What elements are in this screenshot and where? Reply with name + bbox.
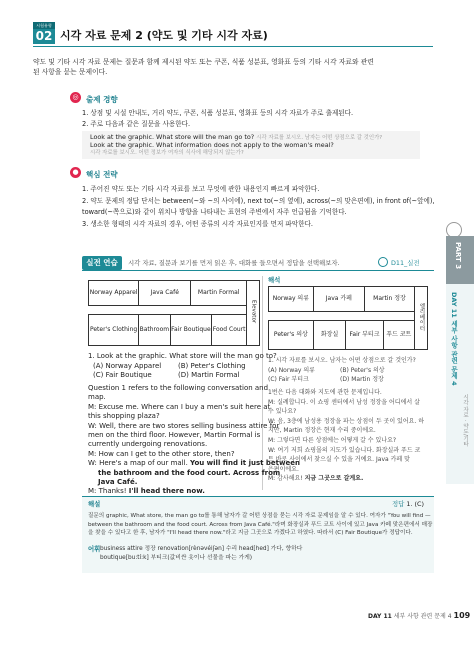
part-label: PART 3 <box>454 242 462 270</box>
question-text: 1. Look at the graphic. What store will the man go to? <box>88 352 277 360</box>
map-cell-martin: Martin Formal <box>191 281 247 306</box>
dialog-line-ko: 트 바로 사이에서 찾으실 수 있을 거예요. Java 카페 맞 <box>268 456 410 464</box>
dialog-line: W: Well, there are two stores selling business attire for <box>88 421 280 430</box>
dialog-line-ko: W: 여기 저희 쇼핑몰의 지도가 있습니다. 화장실과 푸드 코 <box>268 446 421 454</box>
list-item: 1. 주어진 약도 또는 기타 시각 자료를 보고 무엇에 관한 내용인지 빠르게 파악한다. <box>82 185 320 193</box>
title-divider <box>33 46 433 47</box>
answer-line <box>392 500 424 508</box>
dialog-line-ko <box>268 474 424 484</box>
map-cell-java-ko: Java 카페 <box>313 287 364 312</box>
pin-icon: ● <box>70 167 81 178</box>
translation-heading: 해석 <box>268 276 281 284</box>
map-cell-bathroom-ko: 화장실 <box>313 320 346 349</box>
option-b[interactable]: (B) Peter's Clothing <box>178 361 246 370</box>
question-type-badge <box>33 22 55 44</box>
dialog-key-text-ko: 지금 그곳으로 갈게요. <box>304 475 364 483</box>
answer-value: 1. (C) <box>406 500 424 508</box>
trend-heading: 출제 경향 <box>86 95 118 104</box>
store-map-ko <box>268 286 428 350</box>
map-cell-fair-ko: Fair 부티크 <box>346 320 383 349</box>
option-c[interactable]: (C) Fair Boutique <box>93 371 152 379</box>
trend-list <box>82 108 353 130</box>
option-d[interactable]: (D) Martin Formal <box>178 371 240 379</box>
intro-line: 약도 및 기타 시각 자료 문제는 질문과 함께 제시된 약도 또는 쿠폰, 식품 성분표, 영화표 등의 기타 시각 자료와 관련 <box>33 58 374 66</box>
strategy-heading: 핵심 전략 <box>86 170 118 179</box>
example-en: Look at the graphic. What store will the man go to? <box>90 133 255 141</box>
footer-title: 세부 사항 관련 문제 4 <box>393 613 452 620</box>
map-cell-norway: Norway Apparel <box>89 281 139 306</box>
dialog-text: M: Thanks! <box>88 487 129 496</box>
vocab-line: boutique[bu:tí:k] 부티크(값비싼 옷이나 선물을 파는 가게) <box>100 555 253 561</box>
map-cell-norway-ko: Norway 의류 <box>269 287 314 312</box>
option-b-ko: (B) Peter's 의상 <box>340 366 385 374</box>
conversation-ko <box>268 388 424 484</box>
dialog-line: M: Excuse me. Where can I buy a men's suit here at <box>88 402 271 411</box>
map-cell-java: Java Café <box>139 281 191 306</box>
vocab-list <box>100 545 302 563</box>
list-item: 1. 상점 및 시설 안내도, 거리 약도, 쿠폰, 식품 성분표, 영화표 등의 시각 자료가 주로 출제된다. <box>82 109 354 117</box>
dialog-line-ko: 수 있나요? <box>268 408 297 416</box>
option-a[interactable]: (A) Norway Apparel <box>93 361 162 370</box>
example-2-en: Look at the graphic. What information does not apply to the woman's meal? <box>90 141 334 149</box>
practice-tab: 실전 연습 <box>82 256 122 270</box>
side-part-tab[interactable] <box>446 236 474 284</box>
conversation-intro-ko: 1번은 다음 대화와 지도에 관한 문제입니다. <box>268 389 382 396</box>
side-day-tab[interactable] <box>446 284 474 484</box>
practice-instruction: 시각 자료, 질문과 보기를 먼저 읽은 후, 대화를 들으면서 정답을 선택해보자. <box>128 259 340 267</box>
strategy-list <box>82 184 435 230</box>
target-icon: ◎ <box>70 92 81 103</box>
dialog-line: men on the third floor. However, Martin Formal is <box>88 431 261 440</box>
answer-heading: 해설 <box>88 500 101 508</box>
practice-divider <box>82 270 434 271</box>
option-d-ko: (D) Martin 정장 <box>340 376 384 383</box>
list-item: 2. 약도 문제의 정답 단서는 between(~와 ~의 사이에), next to(~의 옆에), across(~의 맞은편에), in front of(~앞에), <box>82 196 435 205</box>
list-item: 2. 주로 다음과 같은 질문을 사용한다. <box>82 120 191 128</box>
dialog-text-ko: M: 감사해요! <box>268 475 305 483</box>
explanation-line: between the bathroom and the food court. Across from Java Café."라며 화장실과 푸드 코트 사이에 있고 Java 카페 맞은편에서 매장 <box>88 521 433 528</box>
example-2-ko: 시각 자료를 보시오. 어떤 정보가 여자의 식사에 해당되지 않는가? <box>90 150 244 156</box>
dialog-line-ko: M: 그렇다면 다른 상점에는 어떻게 갈 수 있나요? <box>268 436 397 444</box>
dialog-line: this shopping plaza? <box>88 412 160 421</box>
dialog-key-text: the bathroom and the food court. Across from <box>98 468 281 477</box>
dialog-line: M: How can I get to the other store, then? <box>88 449 235 458</box>
footer <box>368 612 470 621</box>
conversation-intro: map. <box>88 393 106 402</box>
intro-line: 된 사항을 묻는 문제이다. <box>33 68 108 76</box>
headphone-icon[interactable] <box>378 257 388 267</box>
dialog-text: W: Here's a map of our mall. <box>88 459 191 468</box>
sub-label: 시각 자료 · 약도/기타 <box>462 394 468 447</box>
dialog-key-text: You will find it just between <box>190 459 300 468</box>
vocab-line: business attire 정장 renovation[rènəvéiʃən] 수리 head[hed] 가다, 향하다 <box>100 546 303 552</box>
map-cell-bathroom: Bathroom <box>139 314 170 345</box>
conversation-intro: Question 1 refers to the following conversation and <box>88 384 269 392</box>
audio-track[interactable]: D11_실전 <box>391 259 420 267</box>
page-title: 시각 자료 문제 2 (약도 및 기타 시각 자료) <box>60 29 268 42</box>
example-ko: 시각 자료를 보시오. 남자는 어떤 상점으로 갈 것인가? <box>256 135 383 141</box>
day-label: DAY 11 세부 사항 관련 문제 4 <box>450 292 458 386</box>
map-cell-foodcourt: Food Court <box>212 314 247 345</box>
dialog-key-text: Java Café. <box>98 478 138 487</box>
option-c-ko: (C) Fair 부티크 <box>268 376 309 383</box>
question-ko-block <box>268 356 416 385</box>
explanation-line: 을 찾을 수 있다고 한 후, 남자가 "I'll head there now."라고 지금 그곳으로 가겠다고 하였다. 따라서 (C) Fair Boutique가 정답이다. <box>88 530 413 537</box>
dialog-line: currently undergoing renovations. <box>88 440 208 449</box>
answer-label: 정답 <box>392 500 405 508</box>
list-item: 3. 생소한 형태의 시각 자료의 경우, 어떤 종류의 시각 자료인지를 먼저 파악한다. <box>82 219 313 228</box>
dialog-key-text: I'll head there now. <box>128 487 205 496</box>
map-cell-martin-ko: Martin 정장 <box>365 287 415 312</box>
explanation-line: 질문의 graphic, What store, the man go to를 통해 남자가 갈 어떤 상점을 묻는 시각 자료 문제임을 알 수 있다. 여자가 "You will find — <box>88 513 431 519</box>
question-ko: 1. 시각 자료를 보시오. 남자는 어떤 상점으로 갈 것인가? <box>268 357 416 364</box>
dialog-line-ko: 은편이에요. <box>268 465 299 473</box>
page-number: 109 <box>453 611 471 620</box>
store-map <box>88 280 260 346</box>
map-cell-foodcourt-ko: 푸드 코트 <box>383 320 414 349</box>
footer-day: DAY 11 <box>368 613 392 620</box>
type-number: 02 <box>35 29 53 43</box>
map-cell-elevator-ko: 엘리베이터 <box>418 303 425 331</box>
map-cell-peters: Peter's Clothing <box>89 314 139 345</box>
map-cell-elevator: Elevator <box>250 300 257 324</box>
map-cell-peters-ko: Peter's 의상 <box>269 320 314 349</box>
answer-explanation <box>88 512 432 538</box>
map-cell-fair: Fair Boutique <box>170 314 212 345</box>
question-block <box>88 352 277 381</box>
option-a-ko: (A) Norway 의류 <box>268 366 315 374</box>
intro-text <box>33 57 374 77</box>
type-label: 시험유형 <box>33 22 55 29</box>
vocab-label: 어휘 <box>88 545 101 553</box>
list-item: toward(~쪽으로)와 같이 위치나 방향을 나타내는 표현의 주변에서 자주 언급됨을 기억한다. <box>82 208 347 216</box>
dialog-line-ko: W: 음, 3층에 남성용 정장을 파는 상점이 두 곳이 있어요. 하 <box>268 417 425 425</box>
dialog-line-ko: M: 실례합니다. 이 쇼핑 센터에서 남성 정장을 어디에서 살 <box>268 398 420 406</box>
dialog-line-ko: 지만, Martin 정장은 현재 수리 중이에요. <box>268 427 376 435</box>
